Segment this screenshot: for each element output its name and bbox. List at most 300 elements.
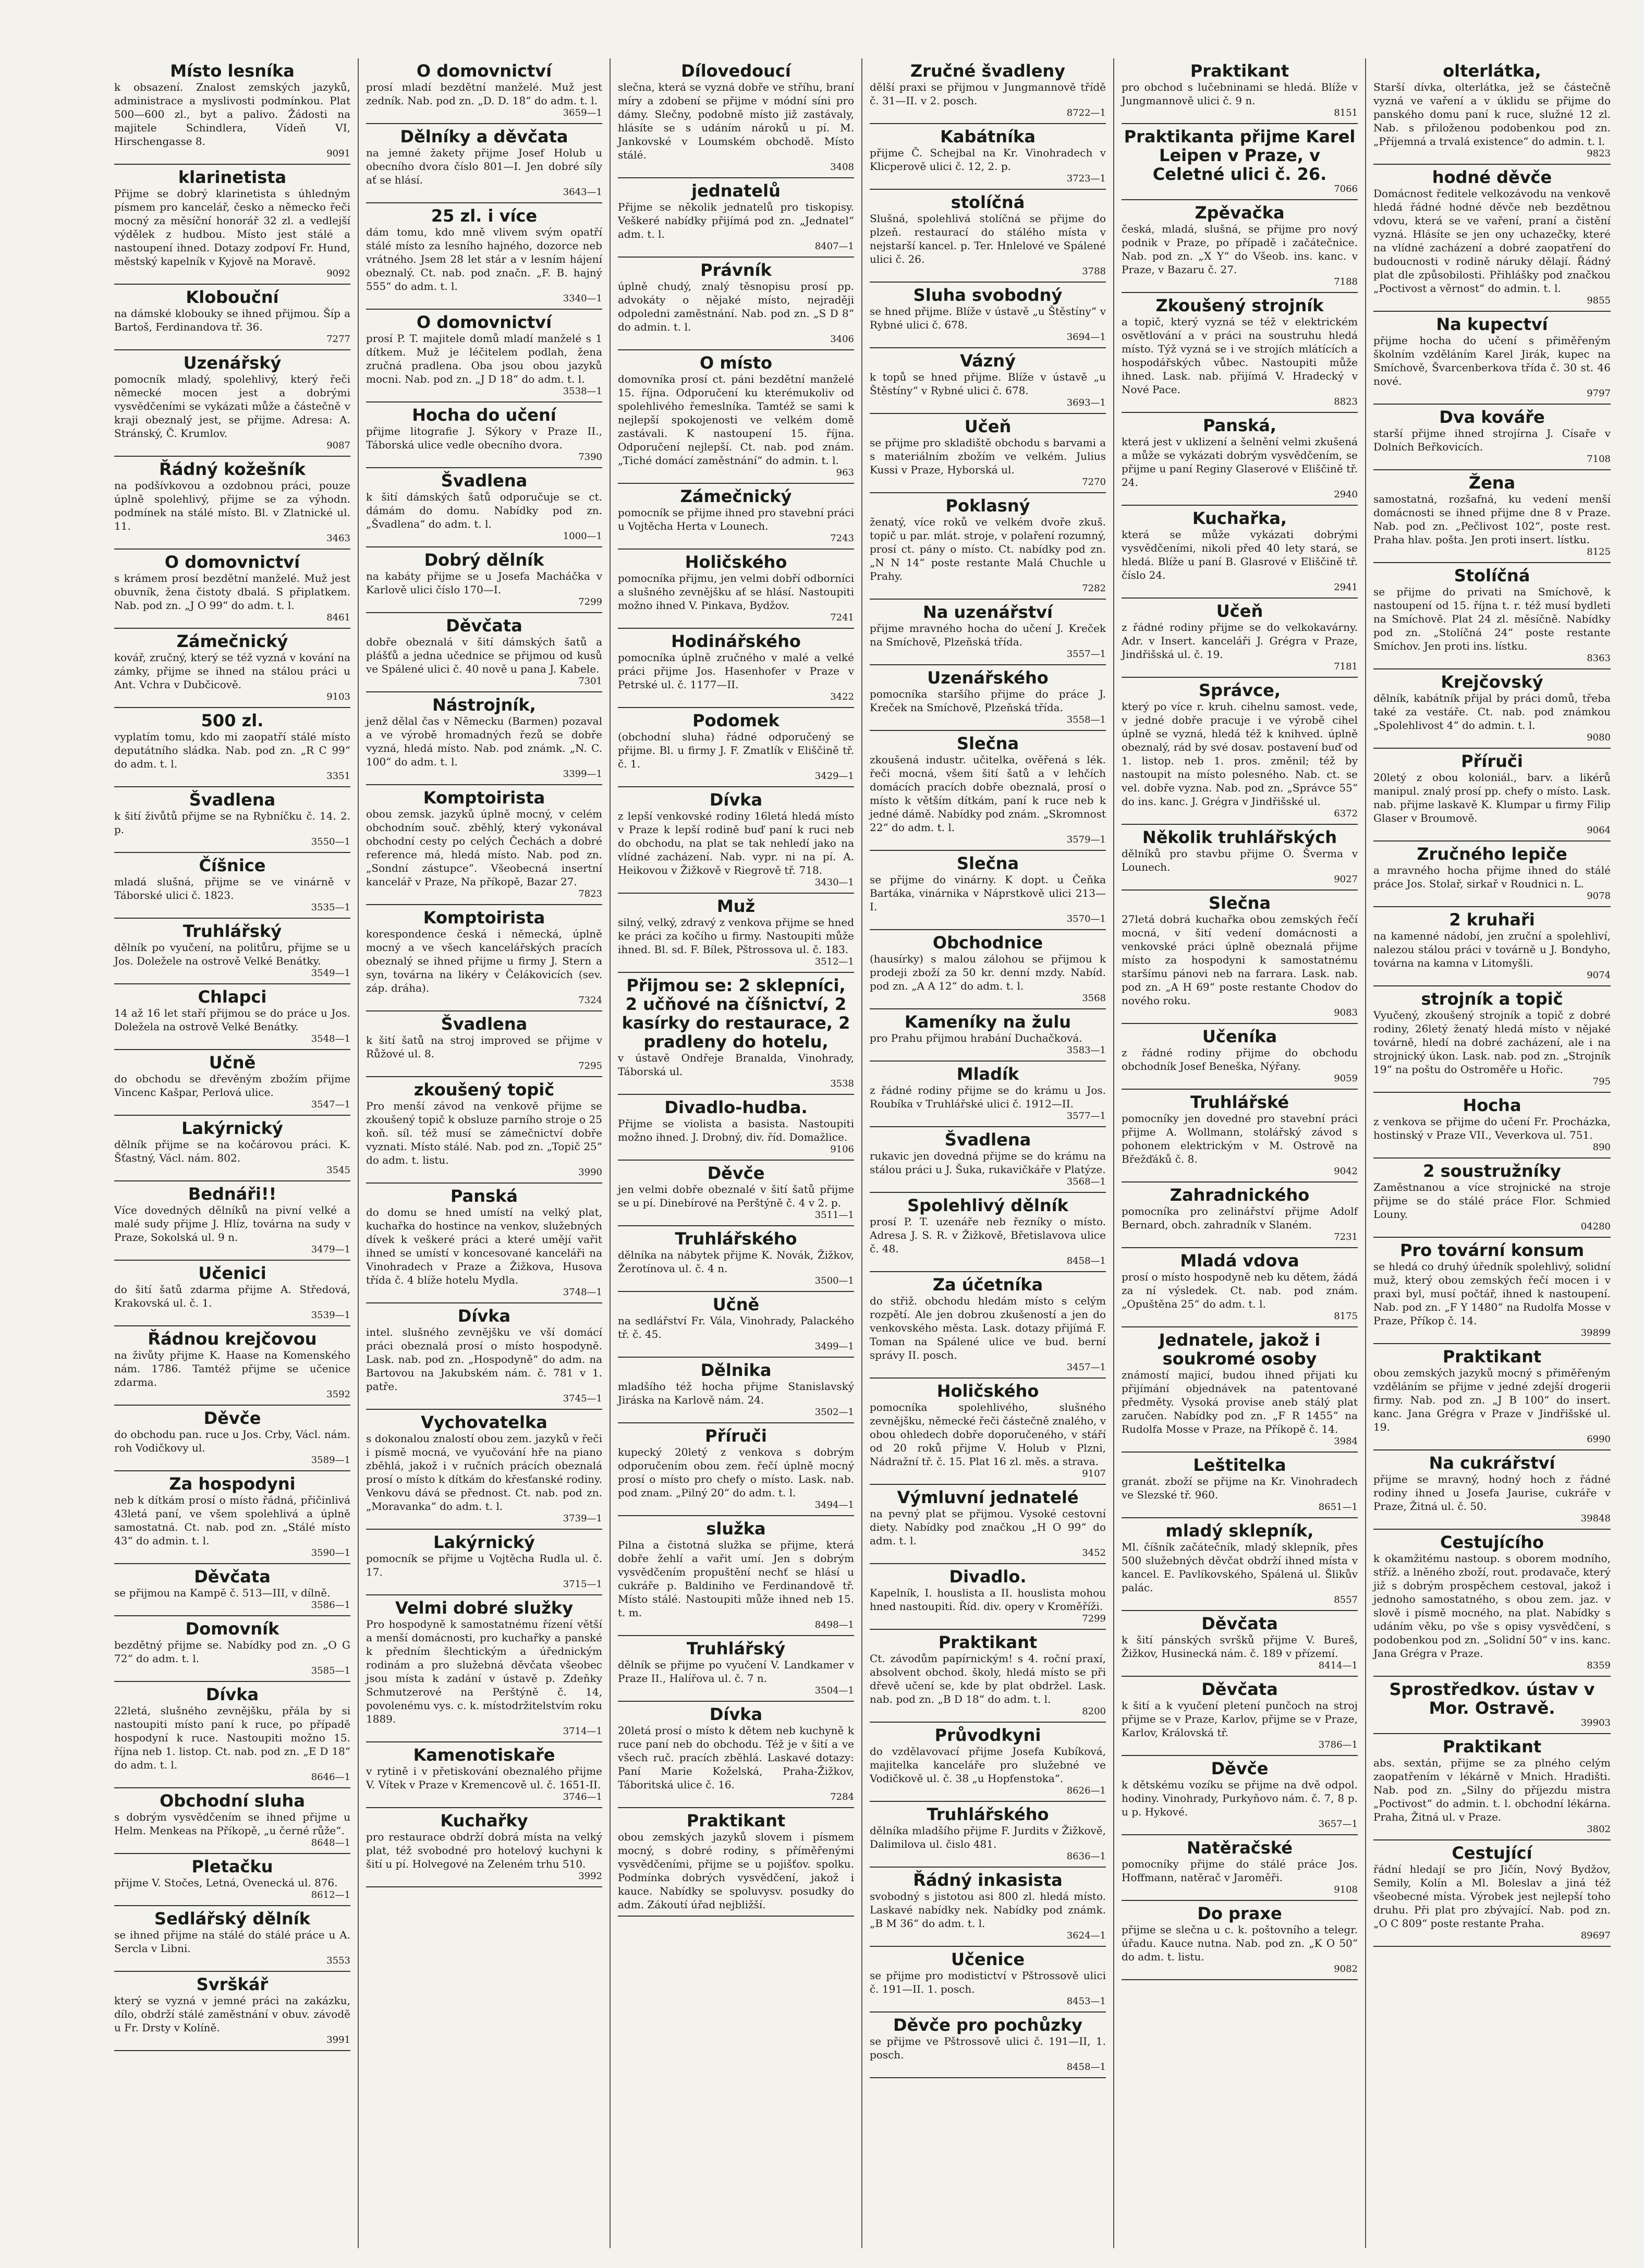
ad-reference-number: 9074	[1587, 970, 1611, 981]
ad-title: Místo lesníka	[170, 61, 295, 81]
ad-reference-number: 8612—1	[311, 1889, 350, 1900]
ad-reference-number: 3568	[1082, 993, 1106, 1004]
ad-text: z venkova se přijme do učení Fr. Procházka, hostinský v Praze VII., Veverkova ul. 751.	[1373, 1115, 1611, 1141]
classified-ad	[366, 1184, 602, 1303]
ad-text: na pevný plat se přijmou. Vysoké cestovní diety. Nabídky pod značkou „H O 99“ do adm. t. l.	[870, 1507, 1106, 1547]
ad-title: Vázný	[960, 351, 1016, 371]
classified-ad	[114, 1788, 350, 1854]
classified-ad	[366, 403, 602, 468]
classified-ad	[1122, 825, 1358, 891]
ad-text: Ct. závodům papírnickým! s 4. roční praxí, absolvent obchod. školy, hledá místo se při dřevě učení se, kde by plat obdržel. Lask. nab. pod zn. „B D 18“ do adm. t. l.	[870, 1652, 1106, 1705]
ad-reference-number: 7823	[578, 888, 602, 899]
ad-reference-number: 04280	[1580, 1221, 1611, 1232]
ad-reference-number: 3788	[1082, 266, 1106, 277]
ad-title: Žena	[1468, 473, 1516, 493]
ad-text: jenž dělal čas v Německu (Barmen) pozaval a ve výrobě hromadných řezů se dobře vyzná, hledá místo. Nab. pod známk. „N. C. 100“ do adm. t. l.	[366, 715, 602, 768]
ad-text: dělníků pro stavbu přijme O. Šverma v Lounech.	[1122, 847, 1358, 873]
ad-title: Krejčovský	[1441, 672, 1543, 692]
ad-reference-number: 6990	[1587, 1434, 1611, 1445]
ad-text: k šití dámských šatů odporučuje se ct. dámám do domu. Nabídky pod zn. „Švadlena“ do adm. t. l.	[366, 491, 602, 530]
ad-reference-number: 3479—1	[311, 1244, 350, 1255]
ad-reference-number: 7243	[830, 533, 854, 544]
classified-ad	[618, 350, 854, 484]
ad-title: jednatelů	[691, 181, 781, 201]
classified-ad	[114, 285, 350, 350]
ad-reference-number: 8651—1	[1318, 1502, 1358, 1513]
classified-ad	[618, 484, 854, 550]
classified-ad	[618, 1358, 854, 1423]
ad-title: Praktikant	[1190, 61, 1289, 81]
classified-ad	[366, 468, 602, 547]
ad-text: v ústavě Ondřeje Branalda, Vinohrady, Táborská ul.	[618, 1052, 854, 1078]
ad-text: k okamžitému nastoup. s oborem modního, stříž. a lněného zboží, rout. prodavače, který již s dobrým prospěchem cestoval, jakož i jednoho samostatného, s obou zem. jaz. v slově i písmě mocného, na plat. Nabídky s udáním věku, po vše s opisy vysvědčení, s podobenkou pod zn. „Solidní 50“ v ins. kanc. Jana Grégra v Praze.	[1373, 1552, 1611, 1660]
ad-text: pomocníka staršího přijme do práce J. Kreček na Smíchově, Plzeňská třída.	[870, 688, 1106, 714]
ad-reference-number: 3590—1	[311, 1547, 350, 1558]
ad-reference-number: 8823	[1334, 396, 1358, 407]
ad-title: Učenice	[951, 1949, 1025, 1969]
classified-ad	[618, 1095, 854, 1161]
ad-text: k dětskému vozíku se přijme na dvě odpol. hodiny. Vinohrady, Purkyňovo nám. č. 7, 8 p. u p. Hykové.	[1122, 1778, 1358, 1818]
ad-title: Velmi dobré služky	[395, 1598, 574, 1618]
ad-title: Právník	[700, 260, 772, 280]
ad-text: a topič, který vyzná se též v elektrickém osvětlování a v práci na soustruhu hledá místo. Týž vyzná se i ve strojích mlátících a hospodářských vůbec. Nastoupiti může ihned. Lask. nab. přijímá V. Hradecký v Nové Pace.	[1122, 315, 1358, 396]
classified-ad	[618, 1423, 854, 1516]
ad-reference-number: 3570—1	[1066, 913, 1106, 924]
classified-ad	[618, 894, 854, 973]
ad-title: Hodinářského	[671, 631, 801, 651]
ad-text: se přijme ve Pštrossově ulici č. 191—II, 1. posch.	[870, 2035, 1106, 2061]
ad-text: zkoušená industr. učitelka, ověřená s lék. řeči mocná, všem šití šatů a v lehčích domácích pracích dobře obeznalá, prosí o místo k větším dítkám, paní k ruce neb k jedné dámě. Nabídky pod znám. „Skromnost 22“ do adm. t. l.	[870, 753, 1106, 834]
classified-ad	[114, 708, 350, 787]
ad-text: pomocníky přijme do stálé práce Jos. Hoffmann, natěrač v Jaroměři.	[1122, 1858, 1358, 1884]
ad-title: Truhlářský	[182, 921, 282, 941]
ad-text: dělník po vyučení, na politůru, přijme se u Jos. Doležele na ostrově Velké Benátky.	[114, 941, 350, 967]
ad-reference-number: 3984	[1334, 1436, 1358, 1447]
classified-ad	[1122, 1327, 1358, 1453]
classified-ad	[1373, 1530, 1611, 1677]
ad-reference-number: 3406	[830, 334, 854, 345]
classified-ad	[1122, 1453, 1358, 1518]
ad-reference-number: 7284	[830, 1791, 854, 1802]
ad-reference-number: 8458—1	[1066, 2062, 1106, 2072]
ad-reference-number: 3351	[326, 771, 350, 782]
ad-reference-number: 9855	[1587, 295, 1611, 306]
classified-ad	[870, 124, 1106, 190]
ad-text: mladá slušná, přijme se ve vinárně v Táborské ulici č. 1823.	[114, 875, 350, 901]
ad-text: řádní hledají se pro Jičín, Nový Bydžov, Semily, Kolín a Ml. Boleslav a jiná též všeobecné místa. Výrobek jest nejlepší toho druhu. Při plat pro zbývající. Nab. pod zn. „O C 809“ poste restante Praha.	[1373, 1863, 1611, 1930]
ad-text: Ml. číšník začátečník, mladý sklepník, přes 500 služebných děvčat obdrží ihned místa v kancel. E. Pavlíkovského, Spálená ul. Šlikův palác.	[1122, 1541, 1358, 1594]
ad-title: Děvčata	[446, 616, 522, 636]
ad-text: pomocníky jen dovedné pro stavební práci přijme A. Wollmann, stolářský závod s pohonem elektrickým v M. Ostrově na Břežďáků č. 8.	[1122, 1112, 1358, 1165]
ad-text: 20letý z obou koloniál., barv. a likérů manipul. znalý prosí pp. chefy o místo. Lask. nab. přijme laskavě K. Klumpar u firmy Filip Glaser v Broumově.	[1373, 771, 1611, 824]
ad-text: Pro hospodyně k samostatnému řízení větší a menší domácnosti, pro kuchařky a panské k předním šlechtickým a úřednickým rodinám a pro služebná děvčata všeobec jsou místa k zadání v ústavě p. Zdeňky Schmutzerové na Perštýně č. 14, povolenému vys. c. k. místodržitelstvím roku 1889.	[366, 1618, 602, 1725]
ad-title: O domovnictví	[416, 312, 552, 332]
ad-title: Nástrojník,	[432, 695, 536, 715]
ad-text: 14 až 16 let staří přijmou se do práce u Jos. Doležela na ostrově Velké Benátky.	[114, 1007, 350, 1033]
column-1	[107, 58, 359, 2248]
ad-text: na živůty přijme K. Haase na Komenského nám. 1786. Tamtéž přijme se učenice zdarma.	[114, 1349, 350, 1388]
ad-text: přijme hocha do učení s přiměřeným školním vzděláním Karel Jirák, kupec na Smíchově, Švarcenberkova třída č. 30 st. 46 nové.	[1373, 334, 1611, 387]
ad-title: Praktikant	[1442, 1737, 1542, 1757]
ad-text: Zaměstnanou a více strojnické na stroje přijme se do stálé práce Flor. Schmied Louny.	[1373, 1181, 1611, 1221]
ad-text: do obchodu pan. ruce u Jos. Crby, Václ. nám. roh Vodičkovy ul.	[114, 1428, 350, 1454]
classified-ad	[366, 613, 602, 692]
ad-title: Panská	[450, 1186, 518, 1206]
classified-ad	[366, 1303, 602, 1410]
ad-reference-number: 3549—1	[311, 968, 350, 979]
ad-text: k šití pánských svršků přijme V. Bureš, Žižkov, Husinecká nám. č. 189 v přízemí.	[1122, 1633, 1358, 1660]
ad-text: Domácnost ředitele velkozávodu na venkově hledá řádné hodné děvče neb bezdětnou vdovu, která se ve vaření, praní a čistění vyzná. Hlásíte se jen ony uchazečky, které na vlídné zacházení a dobré zaopatření do budoucnosti v rodině náruky dělají. Řádný plat dle způsobilosti. Přihlášky pod značkou „Poctivost a věrnost“ do admin. t. l.	[1373, 187, 1611, 295]
ad-text: na jemné žakety přijme Josef Holub u obecního dvora číslo 801—I. Jen dobré síly ať se hlásí.	[366, 147, 602, 186]
ad-reference-number: 3748—1	[563, 1287, 602, 1298]
classified-ad	[618, 708, 854, 787]
ad-title: Domovník	[185, 1619, 279, 1639]
ad-text: pomocníka pro zelinářství přijme Adolf Bernard, obch. zahradník v Slaném.	[1122, 1205, 1358, 1231]
ad-title: Švadlena	[441, 1014, 528, 1034]
ad-text: a mravného hocha přijme ihned do stálé práce Jos. Stolař, sirkař v Roudnici n. L.	[1373, 864, 1611, 890]
ad-reference-number: 3553	[326, 1955, 350, 1966]
classified-ad	[618, 1516, 854, 1636]
ad-reference-number: 7324	[578, 995, 602, 1006]
ad-reference-number: 3539—1	[311, 1310, 350, 1321]
ad-text: přijme mravného hocha do učení J. Kreček na Smíchově, Plzeňská třída.	[870, 622, 1106, 648]
ad-title: Sluha svobodný	[913, 285, 1063, 305]
ad-title: Učeň	[1216, 601, 1263, 621]
ad-text: přijme se slečna u c. k. poštovního a telegr. úřadu. Kauce nutna. Nab. pod zn. „K O 50“ do adm. t. listu.	[1122, 1923, 1358, 1963]
classified-ad	[1122, 1756, 1358, 1835]
ad-reference-number: 2940	[1334, 489, 1358, 500]
ad-text: k obsazení. Znalost zemských jazyků, administrace a myslivosti podmínkou. Plat 500—600 zl., byt a palivo. Žádosti na majitele Schindlera, Vídeň VI, Hirschengasse 8.	[114, 81, 350, 148]
ad-reference-number: 9107	[1082, 1468, 1106, 1479]
ad-title: Praktikant	[1442, 1347, 1542, 1367]
ad-reference-number: 9797	[1587, 388, 1611, 399]
ad-title: Svrškář	[196, 1974, 269, 1994]
classified-ad	[870, 1062, 1106, 1127]
classified-ad	[1122, 58, 1358, 124]
ad-text: prosí P. T. majitele domů mladí manželé s 1 dítkem. Muž je léčitelem podlah, žena zručná pradlena. Oba jsou obou jazyků mocni. Nab. pod zn. „J D 18“ do adm. t. l.	[366, 332, 602, 385]
ad-text: Přijme se violista a basista. Nastoupiti možno ihned. J. Drobný, div. říd. Domažlice.	[618, 1117, 854, 1143]
ad-reference-number: 3558—1	[1066, 714, 1106, 725]
classified-ad	[870, 1272, 1106, 1379]
ad-title: Děvčata	[1201, 1614, 1278, 1633]
classified-ad	[1373, 986, 1611, 1093]
ad-reference-number: 7066	[1334, 184, 1358, 194]
ad-reference-number: 3557—1	[1066, 649, 1106, 660]
classified-ad	[1122, 1182, 1358, 1248]
ad-text: dělší praxi se přijmou v Jungmannově třídě č. 31—II. v 2. posch.	[870, 81, 1106, 107]
ad-text: Přijme se dobrý klarinetista s úhledným písmem pro kancelář, česko a německo řeči mocný za měsíční honorář 32 zl. a vedlejší výdělek z hudbou. Místo jest stálé a nastoupení ihned. Dotazy zodpoví Fr. Hund, městský kapelník v Kyjově na Moravě.	[114, 187, 350, 267]
ad-title: Správce,	[1198, 680, 1281, 700]
ad-reference-number: 3583—1	[1066, 1045, 1106, 1056]
ad-reference-number: 3745—1	[563, 1393, 602, 1404]
ad-reference-number: 7108	[1587, 454, 1611, 465]
ad-text: do domu se hned umístí na velký plat, kuchařka do hostince na venkov, služebných dívek k veškeré práci a které umějí vařit ihned se umístí v koncesované kanceláři na Vinohradech v Praze a Žižkova, Husova třída č. 4 blíže hotelu Mydla.	[366, 1206, 602, 1286]
ad-reference-number: 3624—1	[1066, 1930, 1106, 1941]
classified-ad	[366, 58, 602, 124]
classified-ad	[618, 629, 854, 708]
ad-title: Děvče	[1211, 1759, 1269, 1778]
classified-ad	[1373, 165, 1611, 312]
classified-ad	[114, 1972, 350, 2051]
ad-title: Obchodní sluha	[160, 1791, 305, 1811]
ad-text: se ihned přijme na stálé do stálé práce u A. Sercla v Libni.	[114, 1929, 350, 1955]
ad-reference-number: 795	[1592, 1076, 1611, 1087]
classified-ad	[114, 853, 350, 919]
ad-reference-number: 3592	[326, 1389, 350, 1400]
ad-text: pomocník mladý, spolehlivý, který řeči německé mocen jest a dobrými vysvědčeními se vykázati může a částečně v kraji obeznalý jest, se přijme. Adresa: A. Stránský, Č. Krumlov.	[114, 373, 350, 440]
ad-text: dělník přijme se na kočárovou práci. K. Šťastný, Václ. nám. 802.	[114, 1138, 350, 1164]
ad-title: Pro tovární konsum	[1399, 1240, 1585, 1260]
ad-reference-number: 8200	[1082, 1706, 1106, 1717]
ad-reference-number: 3494—1	[814, 1499, 854, 1510]
ad-title: Truhlářského	[675, 1229, 797, 1249]
ad-title: Uzenářský	[183, 353, 282, 373]
ad-text: do střiž. obchodu hledám místo s celým rozpětí. Ale jen dobrou zkušeností a jen do venkovského města. Lask. dotazy přijímá F. Toman na Spálené ulice ve bud. berní správy II. posch.	[870, 1295, 1106, 1361]
ad-text: svobodný s jistotou asi 800 zl. hledá místo. Laskavé nabídky nek. Nabídky pod známk. „B M 36“ do adm. t. l.	[870, 1890, 1106, 1930]
classified-ad	[1122, 1248, 1358, 1327]
classified-ad	[1122, 891, 1358, 1024]
ad-text: s dobrým vysvědčením se ihned přijme u Helm. Menkeas na Příkopě, „u černé růže“.	[114, 1811, 350, 1837]
ad-title: Dva kováře	[1439, 407, 1545, 427]
classified-ad	[618, 1161, 854, 1226]
classified-ad	[870, 58, 1106, 124]
ad-text: z lepší venkovské rodiny 16letá hledá místo v Praze k lepší rodině buď paní k ruci neb do obchodu, na plat se tak nehledí jako na vlídné zacházení. Nab. vypr. ni na pí. A. Heikovou v Žižkově v Riegrově tř. 718.	[618, 810, 854, 876]
ad-title: Zámečnický	[680, 486, 792, 506]
ad-title: Zahradnického	[1170, 1185, 1310, 1205]
ad-reference-number: 3502—1	[814, 1407, 854, 1418]
ad-text: obou zemských jazyků slovem i písmem mocný, s dobré rodiny, s příměřenými vysvědčeními, přijme se u pojišťov. spolku. Podmínka dobrých vysvědčení, jakož i kauce. Nabídky se spoluvysv. posudky do adm. Zákoutí úřad nejbližší.	[618, 1831, 854, 1911]
classified-ad	[1122, 200, 1358, 293]
ad-text: granát. zboží se přijme na Kr. Vinohradech ve Slezské tř. 960.	[1122, 1475, 1358, 1501]
ad-title: Hocha	[1463, 1095, 1521, 1115]
ad-title: Přijmou se: 2 sklepníci, 2 učňové na číšnictví, 2 kasírky do restaurace, 2 pradleny do hotelu,	[622, 976, 850, 1052]
classified-ad	[114, 1616, 350, 1682]
classified-ad	[114, 550, 350, 629]
classified-ad	[1373, 1159, 1611, 1238]
ad-title: Za účetníka	[932, 1275, 1043, 1295]
ad-reference-number: 3715—1	[563, 1579, 602, 1590]
classified-ad	[870, 851, 1106, 930]
ad-title: Mladík	[956, 1064, 1019, 1084]
ad-reference-number: 8125	[1587, 546, 1611, 557]
ad-reference-number: 39848	[1580, 1513, 1611, 1524]
ad-reference-number: 3786—1	[1318, 1739, 1358, 1750]
ad-text: pomocník se přijme u Vojtěcha Rudla ul. č. 17.	[366, 1552, 602, 1578]
ad-text: s dokonalou znalostí obou zem. jazyků v řeči i písmě mocná, ve vyučování hře na piano zběhlá, jakož i v ručních prácích obeznalá prosí o místo k dítkám do křesťanské rodiny. Venkovu dává se přednost. Ct. nab. pod zn. „Moravanka“ do adm. t. l.	[366, 1432, 602, 1513]
ad-title: Dobrý dělník	[424, 550, 544, 570]
ad-reference-number: 3512—1	[814, 956, 854, 967]
ad-title: Muž	[716, 896, 756, 916]
classified-ad	[1373, 1093, 1611, 1159]
ad-reference-number: 2941	[1334, 582, 1358, 593]
column-5	[1114, 58, 1366, 2248]
ad-reference-number: 9064	[1587, 825, 1611, 836]
ad-text: k šití živůtů přijme se na Rybníčku č. 14. 2. p.	[114, 810, 350, 836]
ad-text: se přijme do vinárny. K dopt. u Čeňka Bartáka, vinárnika v Náprstkově ulici 213—I.	[870, 873, 1106, 913]
ad-title: Komptoirista	[423, 788, 545, 808]
ad-title: Cestující	[1452, 1843, 1532, 1863]
classified-ad	[114, 1261, 350, 1326]
ad-title: Řádnou krejčovou	[148, 1329, 317, 1349]
ad-text: slečna, která se vyzná dobře ve stříhu, braní míry a zdobení se přijme v módní síni pro dámy. Slečny, podobně místo již zastávaly, hlásíte se s udáním nároků u pí. M. Jankovské v Loumském obchodě. Místo stálé.	[618, 81, 854, 161]
ad-title: Učně	[209, 1053, 256, 1072]
classified-ad	[870, 283, 1106, 348]
ad-title: Podomek	[692, 711, 780, 730]
ad-title: Praktikant	[686, 1811, 786, 1831]
ad-title: Zpěvačka	[1195, 203, 1285, 223]
ad-reference-number: 9092	[326, 268, 350, 279]
ad-reference-number: 3429—1	[814, 771, 854, 782]
ad-title: Kuchařka,	[1192, 508, 1287, 528]
ad-title: O místo	[700, 353, 772, 373]
classified-ad	[870, 493, 1106, 600]
ad-reference-number: 7188	[1334, 276, 1358, 287]
ad-reference-number: 3694—1	[1066, 332, 1106, 343]
ad-text: obou zemských jazyků mocný s přiměřeným vzděláním se přijme v jedné zdejší drogerii firmy. Nab. pod zn. „J B 100“ do insert. kanc. Jana Grégra v Praze v Jindřišské ul. 19.	[1373, 1367, 1611, 1433]
ad-title: 25 zl. i více	[431, 206, 538, 226]
ad-title: Divadlo-hudba.	[664, 1098, 808, 1117]
ad-reference-number: 3577—1	[1066, 1111, 1106, 1121]
ad-title: Zámečnický	[176, 631, 288, 651]
ad-text: přijme Č. Schejbal na Kr. Vinohradech v Klicperově ulici č. 12, 2. p.	[870, 147, 1106, 173]
ad-title: zkoušený topič	[413, 1080, 555, 1100]
classified-ad	[1373, 1450, 1611, 1530]
classified-ad	[870, 600, 1106, 665]
classified-ad	[1373, 1677, 1611, 1734]
ad-title: Řádný inkasista	[913, 1870, 1063, 1890]
ad-reference-number: 9083	[1334, 1007, 1358, 1018]
classified-ad	[618, 1292, 854, 1358]
ad-text: se přijmou na Kampě č. 513—III, v dílně.	[114, 1587, 331, 1599]
ad-reference-number: 3548—1	[311, 1033, 350, 1044]
ad-title: Do praxe	[1197, 1904, 1282, 1923]
classified-ad	[366, 1011, 602, 1077]
ad-title: Průvodkyni	[934, 1725, 1041, 1745]
ad-text: dělník se přijme po vyučení V. Landkamer v Praze II., Halířova ul. č. 7 n.	[618, 1659, 854, 1685]
classified-ad	[114, 165, 350, 285]
ad-reference-number: 3586—1	[311, 1600, 350, 1611]
classified-ad	[366, 692, 602, 785]
ad-text: na podšívkovou a ozdobnou práci, pouze úplně spolehlivý, přijme se za výhodn. podmínek na stálé místo. Bl. v Zlatnické ul. 11.	[114, 479, 350, 532]
ad-text: do obchodu se dřevěným zbožím přijme Vincenc Kašpar, Perlová ulice.	[114, 1072, 350, 1099]
classified-ad	[366, 1077, 602, 1184]
classified-ad	[1373, 842, 1611, 907]
ad-reference-number: 8648—1	[311, 1837, 350, 1848]
ad-reference-number: 6372	[1334, 808, 1358, 819]
ad-reference-number: 7231	[1334, 1231, 1358, 1242]
ad-title: O domovnictví	[416, 61, 552, 81]
ad-text: přijme litografie J. Sýkory v Praze II., Táborská ulice vedle obecního dvora.	[366, 425, 602, 451]
ad-text: neb k dítkám prosí o místo řádná, přičinlivá 43letá paní, ve všem spolehlivá a úplně samostatná. Ct. nab. pod zn. „Stálé místo 43“ do admin. t. l.	[114, 1494, 350, 1547]
ad-title: Lakýrnický	[181, 1118, 283, 1138]
ad-reference-number: 3550—1	[311, 836, 350, 847]
ad-text: na kabáty přijme se u Josefa Macháčka v Karlově ulici číslo 170—I.	[366, 570, 602, 596]
classified-ad	[1122, 1835, 1358, 1901]
ad-reference-number: 1000—1	[563, 531, 602, 542]
ad-reference-number: 9027	[1334, 874, 1358, 885]
classified-ad	[1122, 413, 1358, 506]
ad-title: Uzenářského	[927, 668, 1049, 688]
ad-text: z řádné rodiny přijme do obchodu obchodník Josef Beneška, Nýřany.	[1122, 1046, 1358, 1072]
ad-title: Na cukrářství	[1429, 1453, 1555, 1473]
classified-ad	[1122, 599, 1358, 678]
ad-title: Kamenotiskaře	[413, 1745, 555, 1765]
classified-ad	[114, 1682, 350, 1788]
classified-ad	[114, 1906, 350, 1972]
classified-ad	[618, 58, 854, 178]
ad-title: Příruči	[1461, 751, 1523, 771]
ad-reference-number: 7277	[326, 334, 350, 345]
ad-reference-number: 8151	[1334, 107, 1358, 118]
ad-text: korespondence česká i německá, úplně mocný a ve všech kancelářských pracích obeznalý se ihned přijme u firmy J. Stern a syn, továrna na likéry v Čelákovicích (sev. záp. dráha).	[366, 928, 602, 994]
ad-title: Děvče	[707, 1163, 765, 1183]
classified-ad	[870, 1802, 1106, 1868]
ad-text: k šití a k vyučení pletení punčoch na stroj přijme se v Praze, Karlov, přijme se v Praze, Karlov, Královská tř.	[1122, 1699, 1358, 1739]
ad-reference-number: 3579—1	[1066, 834, 1106, 845]
ad-reference-number: 3802	[1587, 1824, 1611, 1835]
classified-ad	[870, 1630, 1106, 1723]
ad-text: (hausírky) s malou zálohou se přijmou k prodeji zboží za 50 kr. denní mzdy. Nabíd. pod zn. „A A 12“ do adm. t. l.	[870, 953, 1106, 992]
ad-text: přijme V. Stočes, Letná, Ovenecká ul. 876.	[114, 1876, 338, 1889]
ad-reference-number: 8646—1	[311, 1772, 350, 1783]
ad-reference-number: 9078	[1587, 891, 1611, 901]
classified-ad	[870, 414, 1106, 493]
ad-reference-number: 8636—1	[1066, 1851, 1106, 1862]
classified-ad	[114, 457, 350, 550]
ad-text: intel. slušného zevnějšku ve vší domácí práci obeznalá prosí o místo hospodyně. Lask. nab. pod zn. „Hospodyně“ do adm. na Bartovou na Jakubském nám. č. 781 v 1. patře.	[366, 1326, 602, 1393]
ad-text: která se může vykázati dobrými vysvědčeními, nikoli před 40 lety stará, se hledá. Blíže u paní B. Glasrové v Eliščině tř. číslo 24.	[1122, 528, 1358, 581]
ad-text: známostí majicí, budou ihned přijati ku přijímání objednávek na patentované předměty. Vysoká provise aneb stálý plat zaručen. Nabídky pod zn. „F R 1455“ na Rudolfa Mosse v Praze, na Příkopě č. 14.	[1122, 1369, 1358, 1435]
classified-ad	[1373, 1840, 1611, 1947]
ad-text: na kamenné nádobí, jen zruční a spolehliví, nalezou stálou práci v továrně u J. Bondyho, továrna na kamna v Litomyšli.	[1373, 930, 1611, 969]
ad-reference-number: 8363	[1587, 653, 1611, 664]
ad-text: pomocníka úplně zručného v malé a velké práci přijme Jos. Hasenhofer v Praze v Petrské ul. č. 1177—II.	[618, 651, 854, 691]
ad-text: pro Prahu přijmou hrabání Duchačková.	[870, 1032, 1082, 1044]
ad-reference-number: 3991	[326, 2034, 350, 2045]
ad-reference-number: 3547—1	[311, 1099, 350, 1110]
classified-ad	[870, 1193, 1106, 1272]
ad-text: se přijme do privati na Smíchově, k nastoupení od 15. října t. r. též musí bydleti na Smíchově. Plat 24 zl. měsíčně. Nabídky pod zn. „Stolíčná 24“ poste restante Smíchov. Jen proti ins. lístku.	[1373, 586, 1611, 652]
ad-text: bezdětný přijme se. Nabídky pod zn. „O G 72“ do adm. t. l.	[114, 1639, 350, 1665]
ad-reference-number: 3746—1	[563, 1791, 602, 1802]
ad-reference-number: 39899	[1580, 1327, 1611, 1338]
ad-title: Řádný kožešník	[159, 459, 306, 479]
ad-title: Slečna	[956, 734, 1019, 753]
ad-title: mladý sklepník,	[1165, 1521, 1314, 1541]
ad-reference-number: 3408	[830, 162, 854, 173]
ad-reference-number: 3430—1	[814, 877, 854, 888]
ad-reference-number: 3538	[830, 1078, 854, 1089]
ad-title: Obchodnice	[932, 933, 1043, 953]
classified-ad	[870, 1723, 1106, 1802]
ad-text: do šití šatů zdarma přijme A. Středová, Krakovská ul. č. 1.	[114, 1283, 350, 1309]
ad-text: který se vyzná v jemné práci na zakázku, dílo, obdrží stálé zaměstnání v obuv. závodě u Fr. Drsty v Kolíně.	[114, 1994, 350, 2034]
classified-ad	[1373, 749, 1611, 842]
classified-ad	[1122, 1518, 1358, 1611]
ad-text: prosí mladí bezdětní manželé. Muž jest zedník. Nab. pod zn. „D. D. 18“ do adm. t. l.	[366, 81, 602, 107]
ad-title: Dívka	[457, 1306, 511, 1326]
ad-title: Švadlena	[944, 1130, 1031, 1150]
ad-text: ženatý, více roků ve velkém dvoře zkuš. topič u par. mlát. stroje, v polaření rozumný, prosí ct. pány o místo. Ct. nabídky pod zn. „N N 14“ poste restante Malá Chuchle u Prahy.	[870, 516, 1106, 582]
ad-reference-number: 3992	[578, 1871, 602, 1882]
ad-reference-number: 9080	[1587, 732, 1611, 743]
classified-ad	[114, 919, 350, 984]
ad-reference-number: 3739—1	[563, 1513, 602, 1524]
column-4	[862, 58, 1114, 2248]
ad-text: mladšího též hocha přijme Stanislavský Jiráska na Karlově nám. 24.	[618, 1380, 854, 1406]
ad-title: Dívka	[709, 1704, 763, 1724]
ad-reference-number: 8626—1	[1066, 1785, 1106, 1796]
